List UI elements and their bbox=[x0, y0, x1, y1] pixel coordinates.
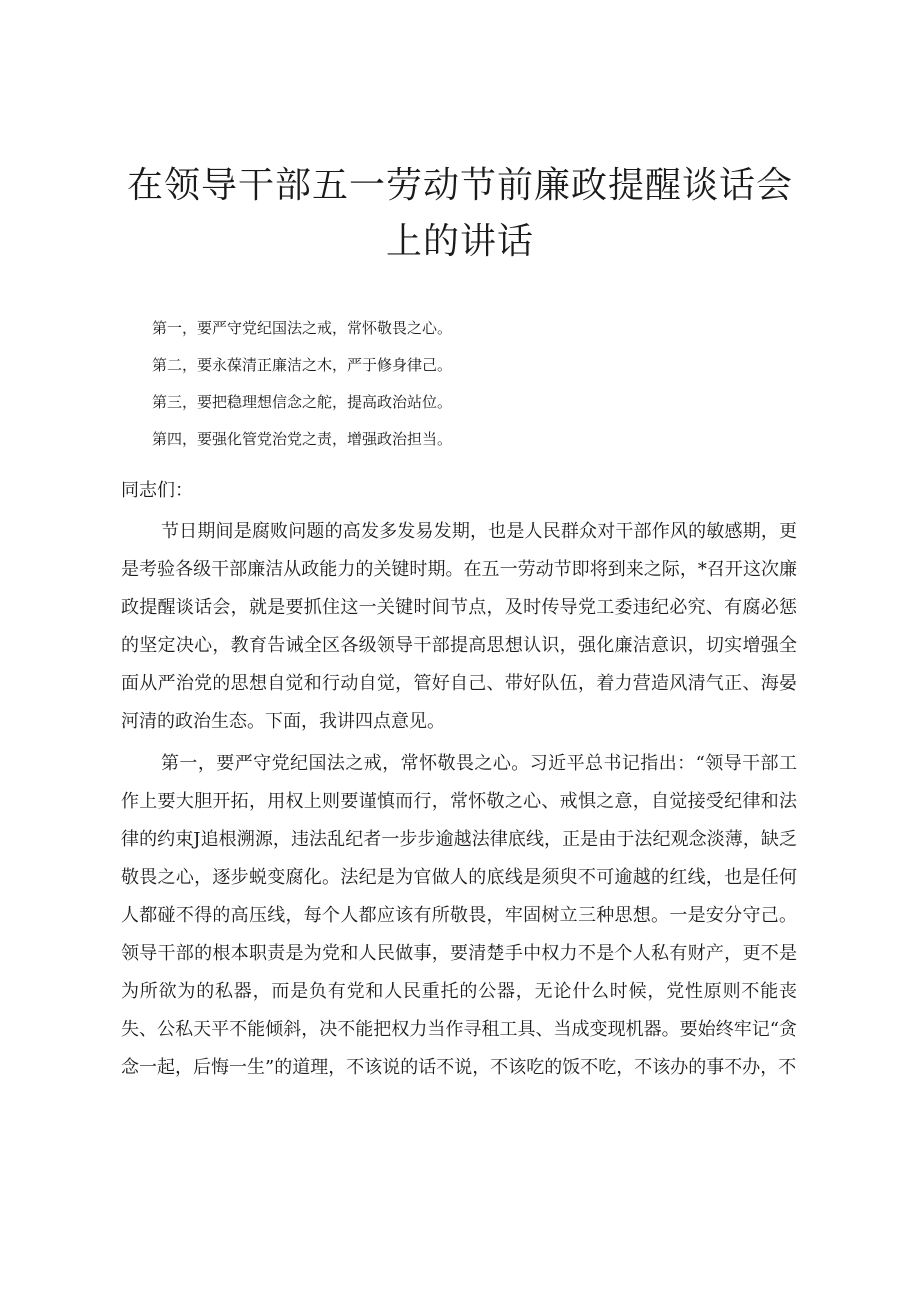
body-paragraph-intro: 节日期间是腐败问题的高发多发易发期，也是人民群众对干部作风的敏感期，更是考验各级干部廉洁从政能力的关键时期。在五一劳动节即将到来之际，*召开这次廉政提醒谈话会，就是要抓住这一关键时间节点，及时传导党工委违纪必究、有腐必惩的坚定决心，教育告诫全区各级领导干部提高思想认识，强化廉洁意识，切实增强全面从严治党的思想自觉和行动自觉，管好自己、带好队伍，着力营造风清气正、海晏河清的政治生态。下面，我讲四点意见。 bbox=[121, 521, 797, 732]
salutation: 同志们： bbox=[121, 480, 193, 501]
outline-item: 第四，要强化管党治党之责，增强政治担当。 bbox=[152, 430, 453, 448]
body-paragraph-first-point: 第一，要严守党纪国法之戒，常怀敬畏之心。习近平总书记指出：“领导干部工作上要大胆开拓，用权上则要谨慎而行，常怀敬之心、戒惧之意，自觉接受纪律和法律的约束J追根溯源，违法乱纪者一步步逾越法律底线，正是由于法纪观念淡薄，缺乏敬畏之心，逐步蜕变腐化。法纪是为官做人的底线是须臾不可逾越的红线，也是任何人都碰不得的高压线，每个人都应该有所敬畏，牢固树立三种思想。一是安分守己。领导干部的根本职责是为党和人民做事，要清楚手中权力不是个人私有财产，更不是为所欲为的私器，而是负有党和人民重托的公器，无论什么时候，党性原则不能丧失、公私天平不能倾斜，决不能把权力当作寻租工具、当成变现机器。要始终牢记“贪念一起，后悔一生”的道理，不该说的话不说，不该吃的饭不吃，不该办的事不办，不 bbox=[121, 753, 797, 1078]
document-title: 在领导干部五一劳动节前廉政提醒谈话会上的讲话 bbox=[126, 165, 793, 262]
outline-item: 第二，要永葆清正廉洁之木，严于修身律己。 bbox=[152, 356, 453, 374]
outline-item: 第一，要严守党纪国法之戒，常怀敬畏之心。 bbox=[152, 319, 453, 337]
outline-list bbox=[152, 317, 792, 465]
outline-item: 第三，要把稳理想信念之舵，提高政治站位。 bbox=[152, 393, 453, 411]
